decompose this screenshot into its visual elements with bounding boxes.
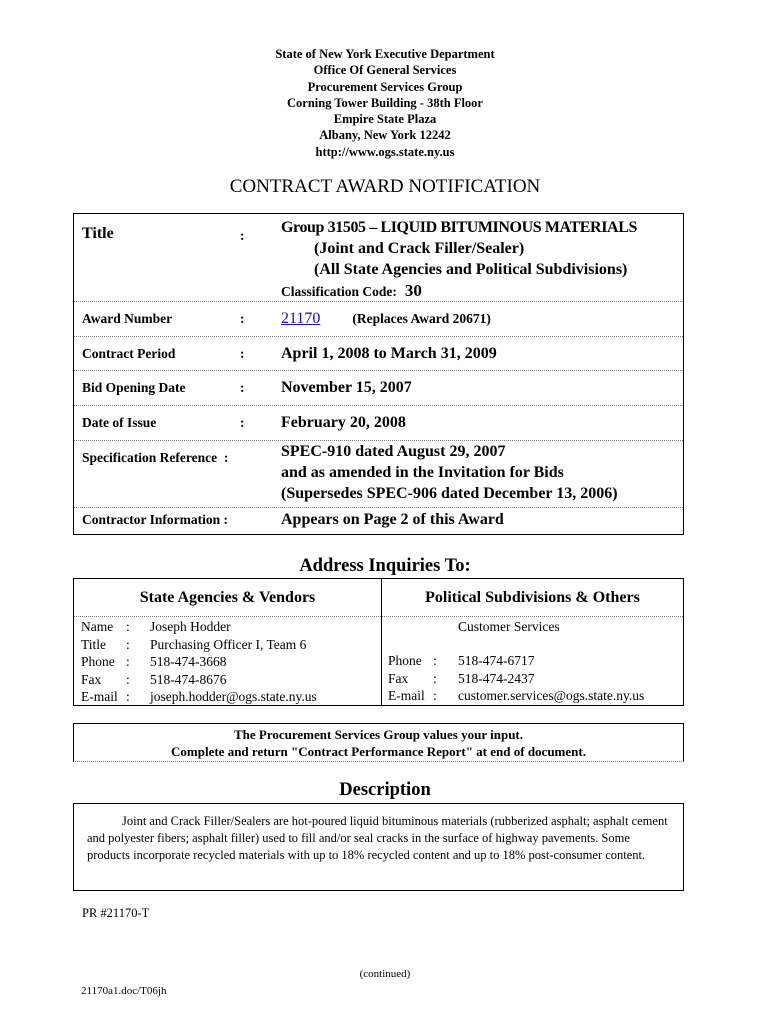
file-reference: 21170a1.doc/T06jh <box>81 985 167 997</box>
title-colon: : <box>240 228 245 243</box>
award-details-table <box>73 213 684 535</box>
award-number-link[interactable]: 21170 <box>281 310 321 327</box>
title-line-3: (All State Agencies and Political Subdivisions) <box>314 261 628 278</box>
spec-line-2: and as amended in the Invitation for Bids <box>281 464 564 481</box>
description-text: Joint and Crack Filler/Sealers are hot-poured liquid bituminous materials (rubberized asphalt; asphalt cement and polyester fibers; asphalt filler) used to fill and/or seal cracks in the surface of highway pavements. Some products incorporate recycled materials with up to 18% recycled content and up to 18% post-consumer content. <box>87 814 668 862</box>
feedback-line-2: Complete and return "Contract Performance Report" at end of document. <box>171 744 586 759</box>
header-divider <box>74 616 683 617</box>
contract-period-row <box>74 337 683 371</box>
document-title: CONTRACT AWARD NOTIFICATION <box>229 176 541 197</box>
description-box <box>73 803 684 891</box>
classification-value: 30 <box>404 281 422 300</box>
contact-fax-row: Fax : 518-474-2437 <box>388 670 535 686</box>
state-contact-block <box>81 618 317 706</box>
classification-code <box>281 280 422 302</box>
letterhead-line: Empire State Plaza <box>333 112 437 127</box>
contract-period-label: Contract Period <box>82 346 176 361</box>
letterhead-line: Procurement Services Group <box>307 79 463 94</box>
title-label: Title <box>82 225 114 242</box>
contact-phone-row: Phone : 518-474-3668 <box>81 654 227 670</box>
title-row <box>74 214 683 302</box>
pr-number: PR #21170-T <box>82 906 150 920</box>
award-number-row <box>74 302 683 337</box>
date-of-issue-row <box>74 406 683 441</box>
contact-fax-row: Fax : 518-474-8676 <box>81 671 227 687</box>
letterhead-line: Corning Tower Building - 38th Floor <box>287 95 483 110</box>
bid-opening-row <box>74 371 683 406</box>
date-of-issue-value: February 20, 2008 <box>281 414 406 431</box>
customer-services-email-link[interactable]: customer.services@ogs.state.ny.us <box>458 688 645 704</box>
contractor-info-label: Contractor Information : <box>82 512 228 527</box>
contact-phone-row: Phone : 518-474-6717 <box>388 653 535 668</box>
title-line-2: (Joint and Crack Filler/Sealer) <box>314 240 525 257</box>
title-line-1: Group 31505 – LIQUID BITUMINOUS MATERIALS <box>281 219 637 236</box>
award-number-label: Award Number <box>82 311 173 326</box>
inquiries-table <box>73 578 684 706</box>
spec-line-1: SPEC-910 dated August 29, 2007 <box>281 443 506 460</box>
letterhead-line: State of New York Executive Department <box>275 47 495 61</box>
spec-line-3: (Supersedes SPEC-906 dated December 13, 2006) <box>281 485 618 502</box>
letterhead-line: Albany, New York 12242 <box>319 128 451 143</box>
contact-name-row: Name : Joseph Hodder <box>81 619 231 634</box>
contact-email-row: E-mail : customer.services@ogs.state.ny.us <box>388 688 645 704</box>
letterhead-url[interactable]: http://www.ogs.state.ny.us <box>315 144 455 159</box>
contact-email-row: E-mail : joseph.hodder@ogs.state.ny.us <box>81 689 317 705</box>
political-contact-block <box>388 652 644 705</box>
contractor-info-value: Appears on Page 2 of this Award <box>281 511 504 528</box>
date-of-issue-label: Date of Issue <box>82 415 157 430</box>
bid-opening-value: November 15, 2007 <box>281 379 412 396</box>
contract-period-colon: : <box>240 346 245 361</box>
bid-opening-colon: : <box>240 380 245 395</box>
spec-reference-row <box>74 441 683 508</box>
letterhead-line: Office Of General Services <box>313 63 457 78</box>
feedback-notice <box>73 723 684 762</box>
political-subdivisions-heading: Political Subdivisions & Others <box>425 589 640 606</box>
contact-title-row: Title : Purchasing Officer I, Team 6 <box>81 636 307 652</box>
description-heading: Description <box>339 780 431 800</box>
continued-note: (continued) <box>359 968 411 980</box>
contractor-info-row <box>74 508 683 534</box>
date-of-issue-colon: : <box>240 415 245 430</box>
inquiries-heading: Address Inquiries To: <box>299 556 471 576</box>
feedback-line-1: The Procurement Services Group values your input. <box>233 727 523 742</box>
letterhead <box>0 46 770 160</box>
state-email-link[interactable]: joseph.hodder@ogs.state.ny.us <box>150 689 317 705</box>
classification-label: Classification Code: <box>281 284 397 299</box>
state-agencies-heading: State Agencies & Vendors <box>139 589 316 606</box>
customer-services-name: Customer Services <box>458 619 560 634</box>
spec-reference-label: Specification Reference : <box>82 450 229 465</box>
bid-opening-label: Bid Opening Date <box>82 380 186 395</box>
contract-period-value: April 1, 2008 to March 31, 2009 <box>281 345 497 362</box>
award-number-colon: : <box>240 311 245 326</box>
replaces-award: (Replaces Award 20671) <box>352 311 491 326</box>
